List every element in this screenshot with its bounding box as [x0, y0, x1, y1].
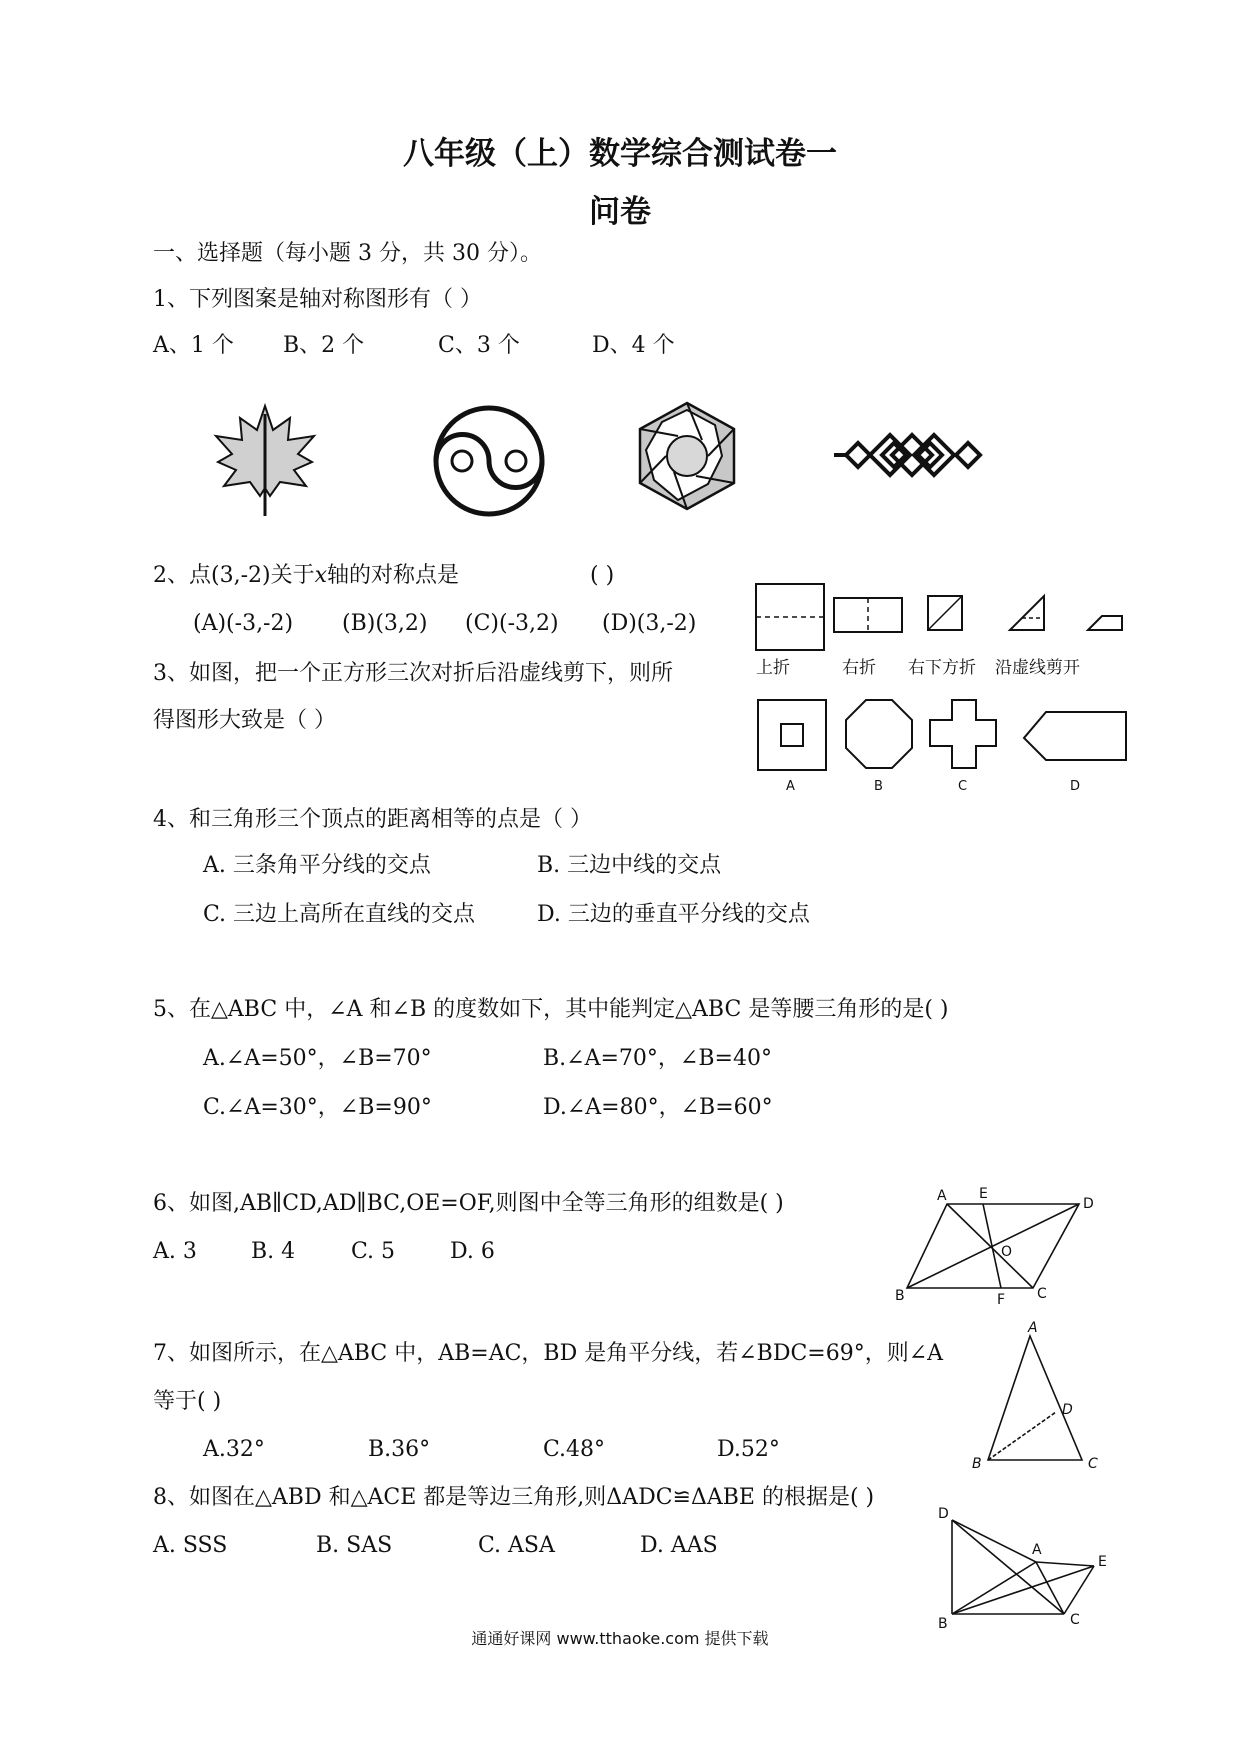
q1-option-a: A、1 个 — [153, 333, 234, 358]
q5-stem: 5、在△ABC 中，∠A 和∠B 的度数如下，其中能判定△ABC 是等腰三角形的是( ) — [153, 997, 949, 1022]
q6-label-b: B — [895, 1288, 905, 1304]
q7-stem-line1: 7、如图所示，在△ABC 中，AB=AC，BD 是角平分线，若∠BDC=69°，则∠A — [153, 1341, 944, 1366]
q6-label-a: A — [937, 1188, 947, 1204]
maple-leaf-icon — [210, 400, 320, 518]
q7-label-d: D — [1062, 1402, 1073, 1418]
q1-option-c: C、3 个 — [438, 333, 520, 358]
q8-option-b: B. SAS — [316, 1533, 393, 1558]
q2-stem-prefix: 2、点(3,-2)关于 — [153, 563, 315, 588]
section-heading: 一、选择题（每小题 3 分，共 30 分）。 — [153, 241, 542, 266]
q2-option-a: (A)(-3,-2) — [193, 611, 294, 636]
q2-stem — [153, 562, 459, 590]
q1-stem: 1、下列图案是轴对称图形有（ ） — [153, 287, 482, 312]
q6-label-f: F — [997, 1292, 1006, 1308]
knot-pattern-icon — [832, 424, 982, 486]
q5-option-a: A.∠A=50°，∠B=70° — [203, 1046, 432, 1071]
q2-stem-variable: x — [314, 563, 328, 588]
q7-label-a: A — [1028, 1320, 1038, 1336]
q5-option-d: D.∠A=80°，∠B=60° — [543, 1095, 773, 1120]
q7-option-c: C.48° — [543, 1437, 606, 1462]
q2-answer-blank: ( ) — [590, 563, 615, 588]
q8-option-d: D. AAS — [640, 1533, 718, 1558]
q7-triangle-figure — [968, 1320, 1104, 1472]
q8-label-e: E — [1098, 1554, 1107, 1570]
q3-answer-options-figure — [752, 694, 1134, 794]
q3-step-label-2: 右折 — [842, 658, 876, 678]
page-title: 八年级（上）数学综合测试卷一 — [403, 136, 837, 172]
q2-option-c: (C)(-3,2) — [465, 611, 559, 636]
q4-option-c: C. 三边上高所在直线的交点 — [203, 902, 476, 927]
q6-stem: 6、如图,AB∥CD,AD∥BC,OE=OF,则图中全等三角形的组数是( ) — [153, 1191, 784, 1216]
q3-step-label-1: 上折 — [756, 658, 790, 678]
q3-stem-line1: 3、如图，把一个正方形三次对折后沿虚线剪下，则所 — [153, 661, 673, 686]
q8-label-d: D — [938, 1506, 949, 1522]
q7-label-b: B — [972, 1456, 982, 1472]
q4-option-a: A. 三条角平分线的交点 — [203, 853, 431, 878]
q3-folding-steps-figure — [750, 578, 1130, 678]
q8-label-a: A — [1032, 1542, 1042, 1558]
q3-option-label-a: A — [786, 779, 795, 794]
q6-option-d: D. 6 — [450, 1239, 495, 1264]
q3-step-label-3: 右下方折 — [908, 658, 976, 678]
q8-stem: 8、如图在△ABD 和△ACE 都是等边三角形,则ΔADC≌ΔABE 的根据是( ) — [153, 1485, 875, 1510]
q7-label-c: C — [1088, 1456, 1098, 1472]
q8-label-c: C — [1070, 1612, 1080, 1628]
q6-label-d: D — [1083, 1196, 1094, 1212]
q8-option-a: A. SSS — [153, 1533, 228, 1558]
page-footer[interactable]: 通通好课网 www.tthaoke.com 提供下载 — [471, 1629, 769, 1648]
q3-step-label-4: 沿虚线剪开 — [995, 658, 1080, 678]
q7-option-a: A.32° — [203, 1437, 265, 1462]
yin-yang-icon — [432, 404, 546, 518]
q3-stem-line2: 得图形大致是（ ） — [153, 708, 336, 733]
q4-stem: 4、和三角形三个顶点的距离相等的点是（ ） — [153, 807, 592, 832]
q1-option-b: B、2 个 — [283, 333, 365, 358]
q3-option-label-b: B — [874, 779, 883, 794]
q6-label-o: O — [1001, 1244, 1013, 1260]
q2-stem-suffix: 轴的对称点是 — [327, 563, 460, 588]
q7-option-d: D.52° — [717, 1437, 780, 1462]
q3-option-label-d: D — [1070, 779, 1081, 794]
q6-option-a: A. 3 — [153, 1239, 197, 1264]
q6-label-c: C — [1037, 1286, 1047, 1302]
q2-option-b: (B)(3,2) — [342, 611, 428, 636]
page-subtitle: 问卷 — [589, 194, 651, 230]
q6-label-e: E — [979, 1186, 988, 1202]
q6-option-b: B. 4 — [251, 1239, 296, 1264]
q5-option-b: B.∠A=70°，∠B=40° — [543, 1046, 772, 1071]
q6-option-c: C. 5 — [351, 1239, 396, 1264]
hexagon-pinwheel-icon — [632, 400, 742, 512]
q8-label-b: B — [938, 1616, 948, 1632]
q8-option-c: C. ASA — [478, 1533, 555, 1558]
q8-equilateral-triangles-figure — [930, 1504, 1126, 1634]
q3-option-label-c: C — [958, 779, 968, 794]
q6-parallelogram-figure — [895, 1186, 1095, 1308]
q4-option-d: D. 三边的垂直平分线的交点 — [537, 902, 810, 927]
q1-option-d: D、4 个 — [592, 333, 675, 358]
q7-option-b: B.36° — [368, 1437, 431, 1462]
q2-option-d: (D)(3,-2) — [602, 611, 697, 636]
q7-stem-line2: 等于( ) — [153, 1389, 222, 1414]
q4-option-b: B. 三边中线的交点 — [537, 853, 722, 878]
q5-option-c: C.∠A=30°，∠B=90° — [203, 1095, 432, 1120]
